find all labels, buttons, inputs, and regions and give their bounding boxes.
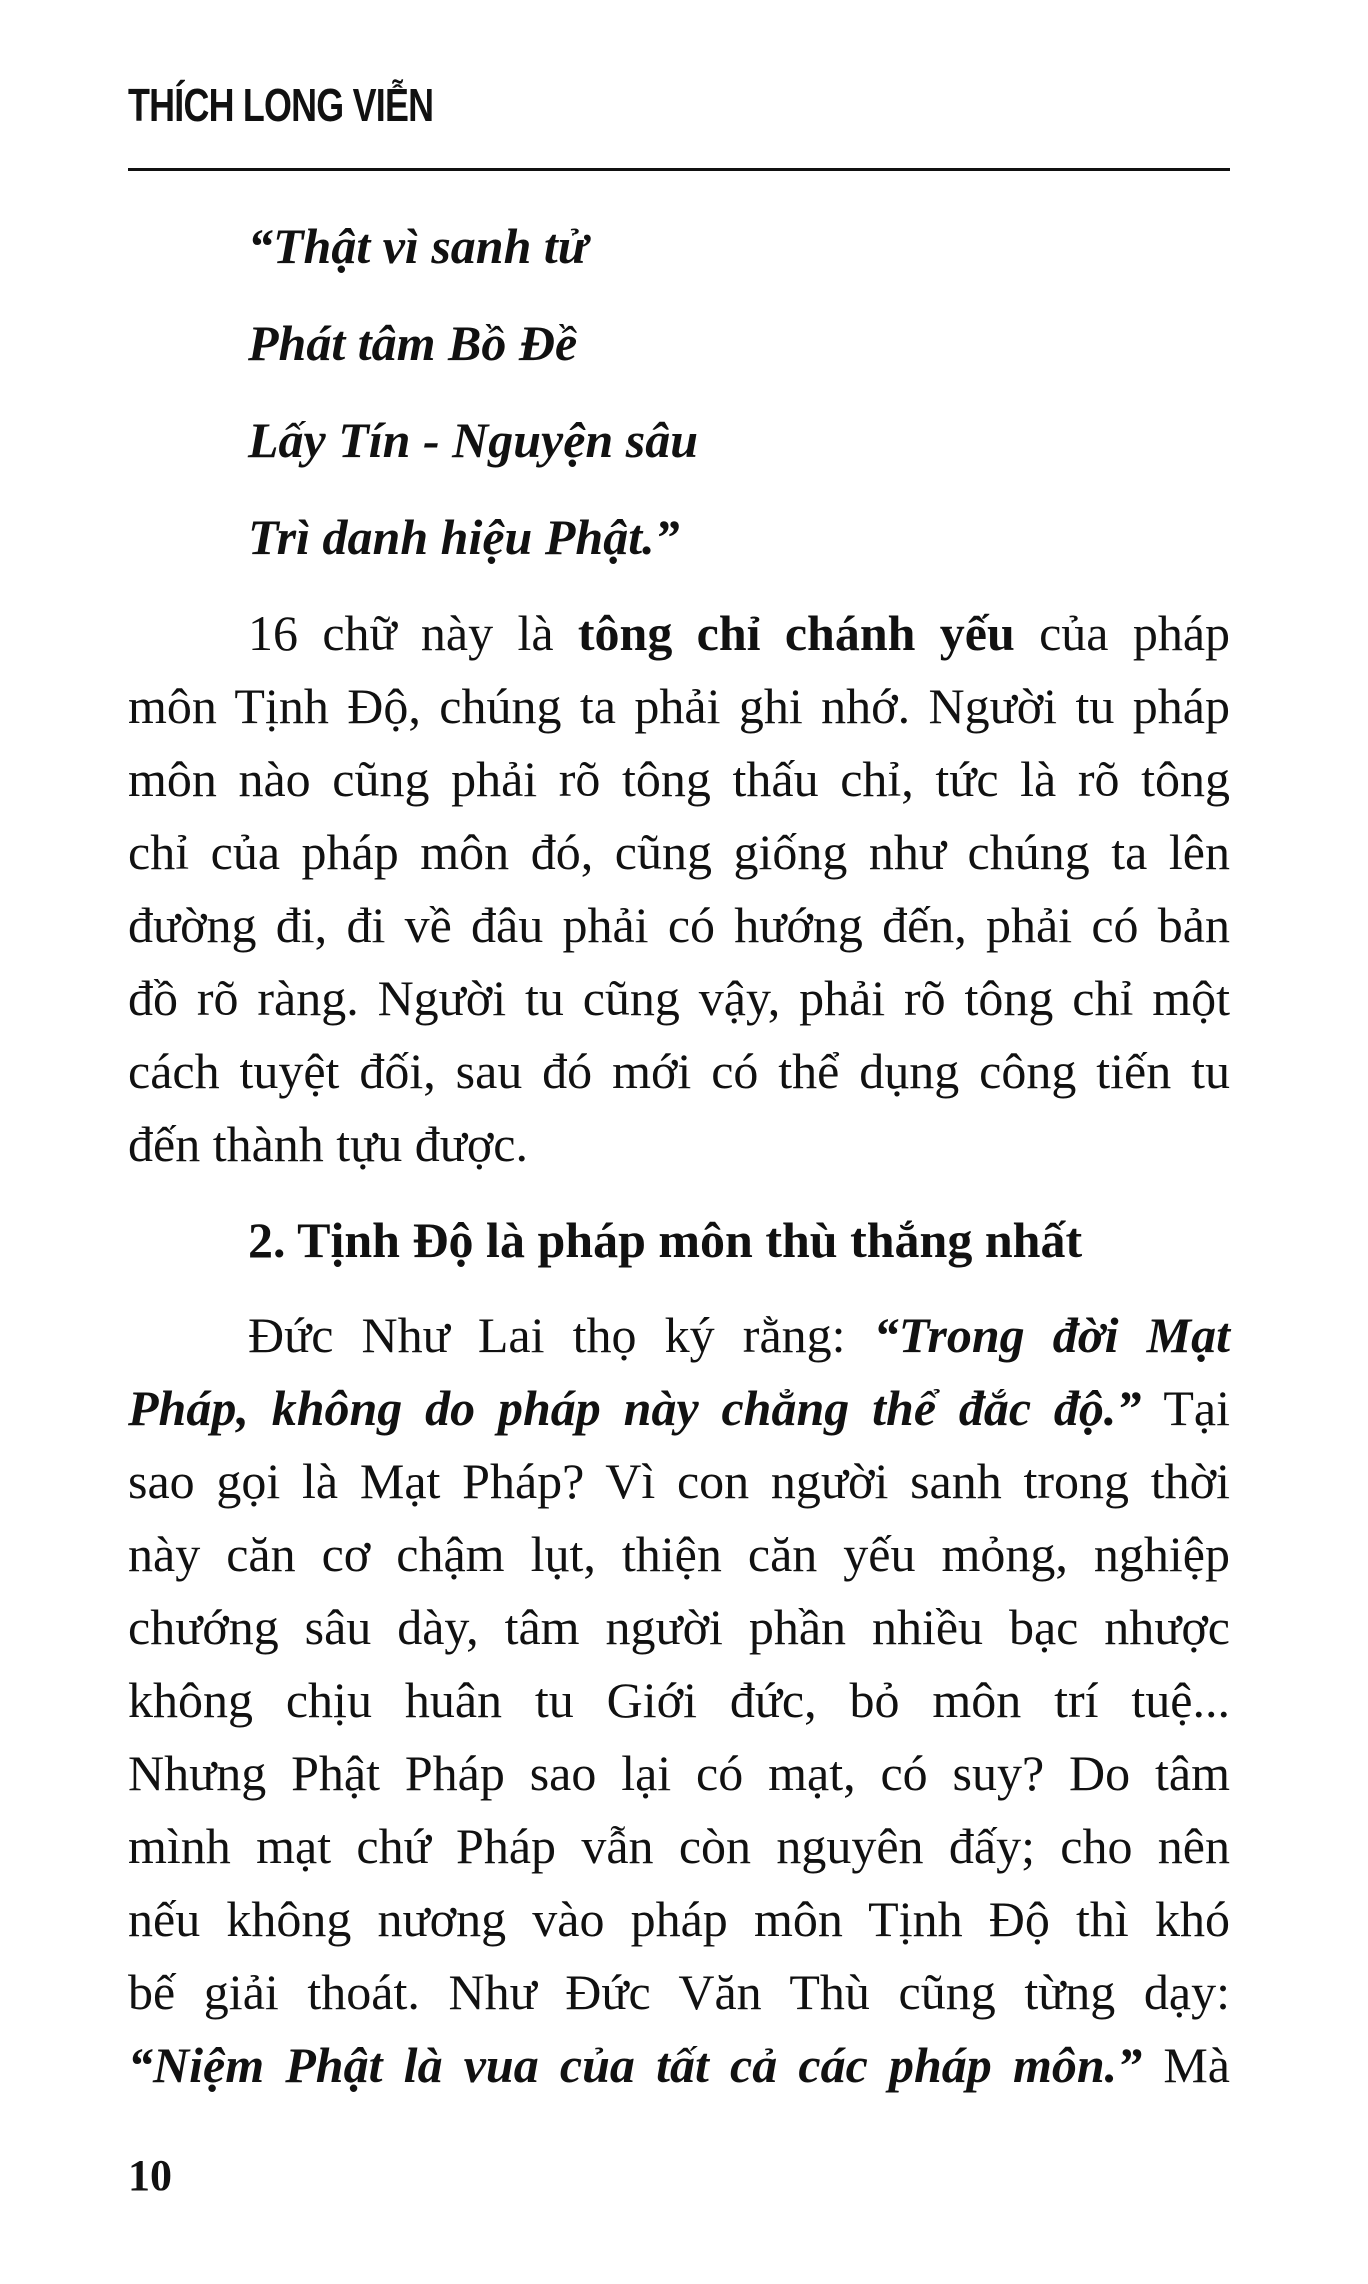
emphasis-text: “Niệm Phật là vua của tất cả các pháp môn.” [128, 2037, 1143, 2093]
poem-line: Trì danh hiệu Phật.” [248, 509, 680, 565]
page-number: 10 [128, 2151, 172, 2200]
text-line [128, 962, 1230, 1035]
text-run: sao gọi là Mạt Pháp? Vì con người sanh trong thời [128, 1453, 1230, 1509]
section-heading-text: 2. Tịnh Độ là pháp môn thù thắng nhất [248, 1212, 1083, 1268]
text-run: đồ rõ ràng. Người tu cũng vậy, phải rõ tông chỉ một [128, 970, 1230, 1026]
text-line [128, 1299, 1230, 1372]
text-line [128, 1518, 1230, 1591]
text-run: Mà [1142, 2037, 1230, 2093]
text-line [128, 1737, 1230, 1810]
paragraph-2 [128, 1299, 1230, 2102]
text-run: này căn cơ chậm lụt, thiện căn yếu mỏng, nghiệp [128, 1526, 1230, 1582]
text-run: đường đi, đi về đâu phải có hướng đến, phải có bản [128, 897, 1230, 953]
poem-block [128, 198, 1230, 586]
text-line [128, 1664, 1230, 1737]
text-run: chướng sâu dày, tâm người phần nhiều bạc nhược [128, 1599, 1230, 1655]
emphasis-text: Pháp, không do pháp này chẳng thể đắc độ.” [128, 1380, 1142, 1436]
text-line [128, 597, 1230, 670]
text-line [128, 1108, 1230, 1181]
emphasis-text: tông chỉ chánh yếu [577, 605, 1015, 661]
text-line [128, 889, 1230, 962]
text-line [128, 1591, 1230, 1664]
text-run: 16 chữ này là [248, 605, 578, 661]
text-run: nếu không nương vào pháp môn Tịnh Độ thì khó [128, 1891, 1230, 1947]
emphasis-text: “Trong đời Mạt [873, 1307, 1230, 1363]
poem-line: “Thật vì sanh tử [248, 218, 588, 274]
section-heading [128, 1192, 1230, 1288]
text-run: bế giải thoát. Như Đức Văn Thù cũng từng dạy: [128, 1964, 1230, 2020]
text-line [128, 2029, 1230, 2102]
text-line [128, 1372, 1230, 1445]
text-run: cách tuyệt đối, sau đó mới có thể dụng công tiến tu [128, 1043, 1230, 1099]
text-run: không chịu huân tu Giới đức, bỏ môn trí tuệ... [128, 1672, 1230, 1728]
running-head: THÍCH LONG VIỄN [128, 79, 434, 131]
text-run: Nhưng Phật Pháp sao lại có mạt, có suy? Do tâm [128, 1745, 1230, 1801]
text-line [128, 1445, 1230, 1518]
text-run: Tại [1141, 1380, 1230, 1436]
header-rule [128, 168, 1230, 171]
text-line [128, 670, 1230, 743]
text-run: đến thành tựu được. [128, 1116, 528, 1172]
text-line [128, 743, 1230, 816]
poem-line: Lấy Tín - Nguyện sâu [248, 412, 698, 468]
text-run: chỉ của pháp môn đó, cũng giống như chúng ta lên [128, 824, 1230, 880]
text-run: môn nào cũng phải rõ tông thấu chỉ, tức là rõ tông [128, 751, 1230, 807]
poem-line: Phát tâm Bồ Đề [248, 315, 578, 371]
text-run: mình mạt chứ Pháp vẫn còn nguyên đấy; cho nên [128, 1818, 1230, 1874]
text-line [128, 1883, 1230, 1956]
text-run: Đức Như Lai thọ ký rằng: [248, 1307, 874, 1363]
text-line [128, 1035, 1230, 1108]
text-line [128, 1956, 1230, 2029]
text-line [128, 1810, 1230, 1883]
text-run: của pháp [1014, 605, 1231, 661]
text-run: môn Tịnh Độ, chúng ta phải ghi nhớ. Người tu pháp [128, 678, 1230, 734]
text-line [128, 816, 1230, 889]
paragraph-1 [128, 597, 1230, 1181]
